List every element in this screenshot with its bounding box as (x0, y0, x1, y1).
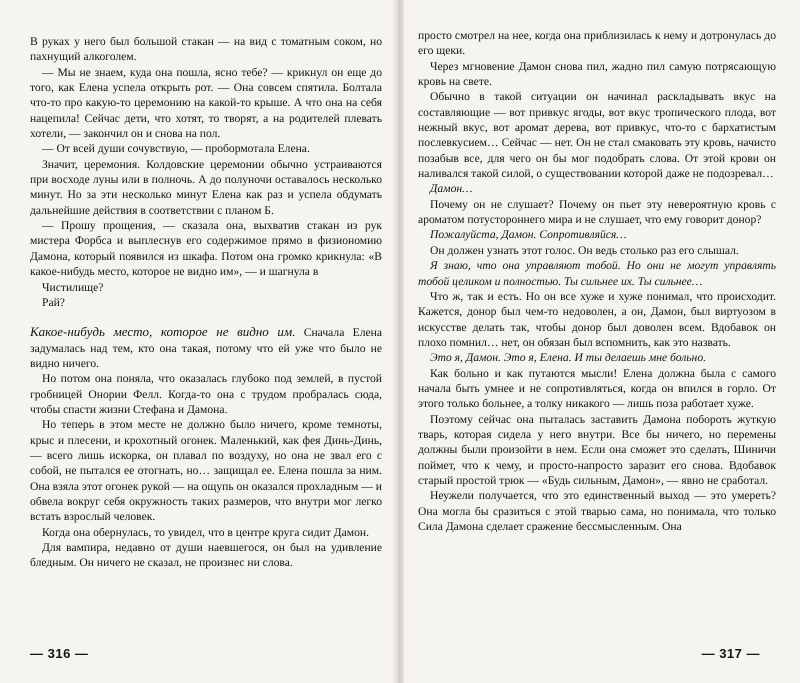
paragraph: Рай? (42, 295, 65, 309)
section-opening-paragraph (30, 324, 382, 371)
right-page (404, 0, 800, 683)
paragraph: Обычно в такой ситуации он начинал раскладывать вкус на составляющие — вот привкус ягоды, вот вкус тропического плода, вот нежный вкус, вот аромат дерева, вот привкус, что-то с бархатистым послевкусием… Сейчас — нет. Он не стал смаковать эту кровь, начисто позабыв все, для чего он бы мог подобрать слова. От этой крови он наливался такой силой, о существовании которой даже не подозревал… (418, 90, 776, 181)
right-page-text (418, 28, 776, 534)
paragraph: Для вампира, недавно от души наевшегося, он был на удивление бледным. Он ничего не сказал, не произнес ни слова. (30, 541, 382, 570)
paragraph: Значит, церемония. Колдовские церемонии обычно устраиваются при восходе луны или в полночь. А до полуночи оставалось несколько минут. Но за эти несколько минут Елена как раз и успела обдумать дальнейшие действия в соответствии с планом Б. (30, 157, 382, 217)
paragraph: Чистилище? (42, 280, 104, 294)
left-page (0, 0, 396, 683)
paragraph: В руках у него был большой стакан — на вид с томатным соком, но пахнущий алкоголем. (30, 35, 382, 64)
paragraph: Как больно и как путаются мысли! Елена должна была с самого начала быть умнее и не сопротивляться, когда он впился в горло. От этого только больнее, а толку никакого — лишь поза работает хуже. (418, 366, 776, 411)
italic-thought: Я знаю, что она управляют тобой. Но они не могут управлять тобой целиком и полностью. Ты сильнее их. Ты сильнее… (418, 259, 776, 288)
paragraph: — От всей души сочувствую, — пробормотала Елена. (42, 142, 310, 156)
paragraph: Почему он не слушает? Почему он пьет эту невероятную кровь с ароматом потустороннего мира и не слушает, что ему говорит донор? (418, 197, 776, 227)
paragraph: — Прошу прощения, — сказала она, выхватив стакан из рук мистера Форбса и выплеснув его содержимое прямо в физиономию Дамона, который появился из шкафа. Потом она громко крикнула: «В какое-нибудь место, которое не видно им», — и шагнула в (30, 219, 382, 279)
paragraph: Когда она обернулась, то увидел, что в центре круга сидит Дамон. (42, 525, 369, 539)
paragraph: Что ж, так и есть. Но он все хуже и хуже понимал, что происходит. Кажется, донор был чем-то недоволен, а он, Дамон, был виртуозом в искусстве делать так, чтобы донор был доволен всем. Вдобавок он плохо помнил… нет, он обязан был вспомнить, как это назвать. (418, 289, 776, 349)
paragraph: Через мгновение Дамон снова пил, жадно пил самую потрясающую кровь на свете. (418, 59, 776, 89)
left-page-text (30, 34, 382, 571)
page-number: — 317 — (701, 646, 760, 661)
paragraph: Неужели получается, что это единственный выход — это умереть? Она могла бы сразиться с этой тварью сама, но понимала, что только Сила Дамона сделает сражение бессмысленным. Она (418, 489, 776, 533)
paragraph: Но потом она поняла, что оказалась глубоко под землей, в пустой гробницей Онории Фелл. Когда-то она с трудом пробралась сюда, чтобы спасти жизни Стефана и Дамона. (30, 372, 382, 416)
italic-thought: Пожалуйста, Дамон. Сопротивляйся… (430, 228, 627, 242)
page-number: — 316 — (30, 646, 89, 661)
paragraph: Поэтому сейчас она пыталась заставить Дамона побороть жуткую тварь, которая сидела у него внутри. Все бы ничего, но перемены должны были произойти в нем. Если она сможет это сделать, Шиничи поймет, что к чему, и просто-напросто заразит его снова. Вдобавок старый простой трюк — «Будь сильным, Дамон», — явно не сработал. (418, 412, 776, 487)
italic-thought: Дамон… (430, 182, 473, 196)
section-opening-italic: Какое-нибудь место, которое не видно им. (30, 324, 296, 340)
paragraph: Он должен узнать этот голос. Он ведь столько раз его слышал. (430, 243, 739, 257)
section-opening-rest: Сначала Елена задумалась над тем, кто она такая, потому что ей уже что было не видно ничего. (30, 326, 382, 370)
paragraph: Но теперь в этом месте не должно было ничего, кроме темноты, крыс и плесени, и крохотный огонек. Маленький, как фея Динь-Динь, — всего лишь искорка, он плавал по воздуху, но она не звал его с собой, не пытался ее отогнать, но… защищал ее. Елена пошла за ним. Она взяла этот огонек рукой — на ощупь он оказался прохладным — и обвела вокруг себя окружность таких размеров, что внутри мог легко встать взрослый человек. (30, 418, 382, 524)
italic-thought: Это я, Дамон. Это я, Елена. И ты делаешь мне больно. (430, 351, 707, 365)
paragraph: — Мы не знаем, куда она пошла, ясно тебе? — крикнул он еще до того, как Елена успела открыть рот. — Она совсем спятила. Болтала что-то про какую-то церемонию на какой-то крыше. А что она на себя нацепила! Сейчас дети, что хотят, то творят, а на родителей плевать хотели, — закончил он и снова на пол. (30, 65, 382, 141)
paragraph: просто смотрел на нее, когда она приблизилась к нему и дотронулась до его щеки. (418, 29, 776, 58)
